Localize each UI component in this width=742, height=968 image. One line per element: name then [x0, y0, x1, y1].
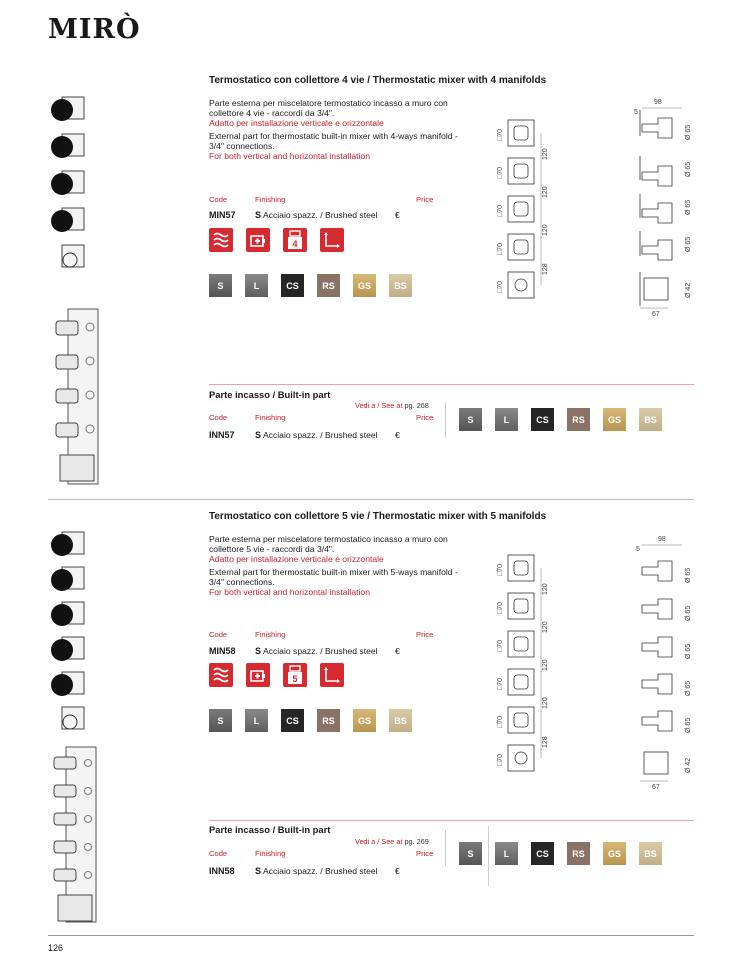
- product-code: MIN58: [209, 646, 236, 656]
- svg-text:Ø 42: Ø 42: [685, 757, 692, 773]
- svg-text:120: 120: [542, 148, 549, 160]
- desc-en: External part for thermostatic built-in mixer with 5-ways manifold - 3/4" connections.: [209, 567, 458, 587]
- price-value: €: [395, 210, 400, 220]
- svg-text:120: 120: [542, 697, 549, 709]
- swatch-s: S: [209, 274, 232, 297]
- svg-text:□70: □70: [497, 715, 504, 728]
- red-divider: [209, 384, 694, 385]
- thermostatic-icon: [209, 663, 233, 687]
- desc-en-red: For both vertical and horizontal installation: [209, 587, 370, 597]
- svg-text:Ø 65: Ø 65: [685, 717, 692, 733]
- front-view-drawing-2: [490, 550, 550, 785]
- feature-icons: [209, 228, 344, 252]
- svg-text:Ø 65: Ø 65: [685, 161, 692, 177]
- safety-lock-icon: [246, 663, 270, 687]
- product-code: MIN57: [209, 210, 236, 220]
- svg-text:□70: □70: [497, 677, 504, 690]
- svg-text:□70: □70: [497, 166, 504, 179]
- price-header: Price: [416, 195, 434, 204]
- code-header: Code: [209, 195, 228, 204]
- desc-en: External part for thermostatic built-in mixer with 4-ways manifold - 3/4" connections.: [209, 131, 458, 151]
- svg-text:□70: □70: [497, 280, 504, 293]
- red-divider: [209, 820, 694, 821]
- builtin-part-image-2: [48, 743, 108, 928]
- installation-direction-icon: [320, 663, 344, 687]
- svg-text:Ø 65: Ø 65: [685, 680, 692, 696]
- desc-en-red: For both vertical and horizontal installation: [209, 151, 370, 161]
- section-divider: [48, 499, 694, 500]
- desc-it-red: Adatto per installazione verticale e orizzontale: [209, 554, 384, 564]
- svg-text:67: 67: [652, 784, 660, 791]
- knob-images-1: [48, 95, 93, 275]
- svg-text:□70: □70: [497, 563, 504, 576]
- svg-text:Ø 65: Ø 65: [685, 124, 692, 140]
- builtin-finish-swatches: S L CS RS GS BS: [459, 842, 662, 865]
- svg-text:5: 5: [636, 546, 640, 553]
- builtin-code: INN58: [209, 866, 235, 876]
- page-number: 126: [48, 943, 64, 953]
- knob-images-2: [48, 530, 93, 730]
- product-description: [209, 98, 469, 164]
- svg-text:120: 120: [542, 583, 549, 595]
- svg-text:5: 5: [292, 674, 298, 684]
- swatch-l: L: [245, 274, 268, 297]
- svg-text:98: 98: [654, 99, 662, 106]
- svg-text:120: 120: [542, 659, 549, 671]
- feature-icons: [209, 663, 344, 687]
- manifold-ways-icon: [283, 663, 307, 687]
- svg-text:120: 120: [542, 224, 549, 236]
- finish-swatches: S L CS RS GS BS: [209, 709, 412, 732]
- swatch-rs: RS: [317, 274, 340, 297]
- svg-text:Ø 65: Ø 65: [685, 236, 692, 252]
- svg-text:128: 128: [542, 736, 549, 748]
- svg-text:67: 67: [652, 311, 660, 318]
- finishing-value: S Acciaio spazz. / Brushed steel: [255, 210, 378, 220]
- swatch-cs: CS: [281, 274, 304, 297]
- see-reference: Vedi a / See at pg. 268: [355, 401, 429, 410]
- side-view-drawing-1: [632, 96, 694, 321]
- svg-text:Ø 65: Ø 65: [685, 605, 692, 621]
- safety-lock-icon: [246, 228, 270, 252]
- desc-it: Parte esterna per miscelatore termostatico incasso a muro con collettore 5 vie - raccordi da 3/4".: [209, 534, 448, 554]
- builtin-title: Parte incasso / Built-in part: [209, 824, 331, 835]
- svg-text:Ø 65: Ø 65: [685, 567, 692, 583]
- side-view-drawing-2: [632, 533, 694, 793]
- knob-image: [62, 245, 84, 267]
- svg-text:Ø 42: Ø 42: [685, 282, 692, 298]
- brand-logo: MIRÒ: [48, 14, 141, 45]
- builtin-finish-swatches: S L CS RS GS BS: [459, 408, 662, 431]
- desc-it-red: Adatto per installazione verticale e orizzontale: [209, 118, 384, 128]
- svg-text:□70: □70: [497, 639, 504, 652]
- svg-text:Ø 65: Ø 65: [685, 199, 692, 215]
- svg-text:120: 120: [542, 186, 549, 198]
- product-title: Termostatico con collettore 5 vie / Thermostatic mixer with 5 manifolds: [209, 511, 547, 522]
- footer-line: [48, 935, 694, 936]
- finishing-header: Finishing: [255, 195, 286, 204]
- builtin-part-image-1: [50, 305, 110, 490]
- knob-image: [51, 97, 84, 121]
- knob-image: [51, 208, 84, 232]
- product-description: [209, 534, 469, 600]
- svg-text:5: 5: [634, 109, 638, 116]
- svg-text:98: 98: [658, 536, 666, 543]
- swatch-bs: BS: [389, 274, 412, 297]
- svg-text:4: 4: [292, 239, 298, 249]
- builtin-title: Parte incasso / Built-in part: [209, 389, 331, 400]
- svg-text:120: 120: [542, 621, 549, 633]
- front-view-drawing-1: [490, 115, 550, 315]
- knob-image: [51, 134, 84, 158]
- knob-image: [51, 171, 84, 195]
- svg-text:128: 128: [542, 263, 549, 275]
- svg-text:□70: □70: [497, 128, 504, 141]
- finish-swatches: [209, 274, 412, 297]
- svg-text:□70: □70: [497, 753, 504, 766]
- desc-it: Parte esterna per miscelatore termostatico incasso a muro con collettore 4 vie - raccordi da 3/4".: [209, 98, 448, 118]
- product-title: Termostatico con collettore 4 vie / Thermostatic mixer with 4 manifolds: [209, 75, 547, 86]
- svg-text:□70: □70: [497, 601, 504, 614]
- installation-direction-icon: [320, 228, 344, 252]
- svg-text:□70: □70: [497, 242, 504, 255]
- svg-text:□70: □70: [497, 204, 504, 217]
- thermostatic-icon: [209, 228, 233, 252]
- manifold-ways-icon: [283, 228, 307, 252]
- swatch-gs: GS: [353, 274, 376, 297]
- svg-text:Ø 65: Ø 65: [685, 643, 692, 659]
- see-reference: Vedi a / See at pg. 269: [355, 837, 429, 846]
- builtin-code: INN57: [209, 430, 235, 440]
